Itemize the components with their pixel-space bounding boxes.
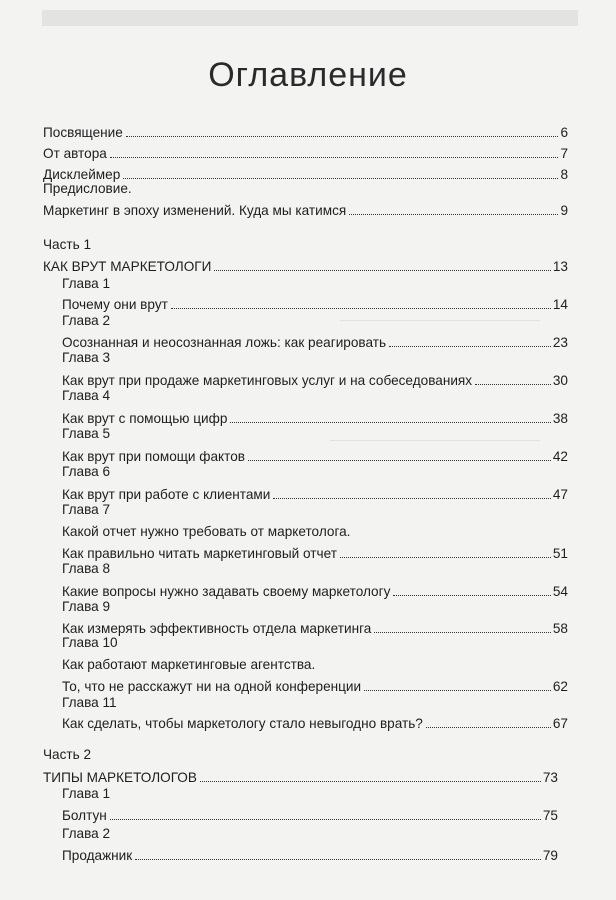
chapter-title: Болтун <box>62 808 107 823</box>
leader-dots <box>475 384 551 385</box>
chapter-label: Глава 5 <box>62 426 111 441</box>
leader-dots <box>389 346 551 347</box>
chapter-label: Глава 9 <box>62 599 111 614</box>
leader-dots <box>214 270 550 271</box>
chapter-title: Почему они врут <box>62 297 168 312</box>
toc-page-number: 14 <box>552 297 568 312</box>
toc-entry[interactable] <box>62 715 568 733</box>
toc-page-number: 42 <box>552 449 568 464</box>
leader-dots <box>135 859 541 860</box>
toc-entry-title: От автора <box>43 146 107 161</box>
toc-page-number: 51 <box>552 546 568 561</box>
part-title: КАК ВРУТ МАРКЕТОЛОГИ <box>43 259 212 274</box>
chapter-label: Глава 11 <box>62 695 117 710</box>
toc-page-number: 67 <box>552 716 568 731</box>
toc-entry[interactable] <box>62 620 568 638</box>
toc-entry-title: Посвящение <box>43 125 123 140</box>
toc-page-number: 73 <box>542 770 558 785</box>
leader-dots <box>230 422 550 423</box>
toc-page-number: 79 <box>542 848 558 863</box>
chapter-title: Как врут с помощью цифр <box>62 411 228 426</box>
leader-dots <box>273 498 551 499</box>
chapter-label: Глава 3 <box>62 350 111 365</box>
chapter-label: Глава 1 <box>62 786 111 801</box>
leader-dots <box>426 727 551 728</box>
toc-page-number: 58 <box>552 621 568 636</box>
toc-page-number: 30 <box>552 373 568 388</box>
toc-entry[interactable] <box>62 372 568 390</box>
part-label: Часть 2 <box>43 747 92 762</box>
leader-dots <box>110 819 541 820</box>
part-title: ТИПЫ МАРКЕТОЛОГОВ <box>43 770 197 785</box>
leader-dots <box>349 214 558 215</box>
chapter-title: Осознанная и неосознанная ложь: как реагировать <box>62 335 387 350</box>
chapter-title: Как врут при помощи фактов <box>62 449 246 464</box>
leader-dots <box>123 178 558 179</box>
chapter-title: Как сделать, чтобы маркетологу стало невыгодно врать? <box>62 716 423 731</box>
leader-dots <box>393 595 551 596</box>
chapter-label: Глава 4 <box>62 388 111 403</box>
leader-dots <box>340 557 551 558</box>
toc-page-number: 38 <box>552 411 568 426</box>
toc-entry[interactable] <box>62 545 568 563</box>
chapter-label: Глава 2 <box>62 313 111 328</box>
toc-entry-title: Маркетинг в эпоху изменений. Куда мы катимся <box>43 203 347 218</box>
chapter-label: Глава 7 <box>62 502 111 517</box>
toc-entry[interactable] <box>43 145 568 163</box>
chapter-title: Как работают маркетинговые агентства. <box>62 657 316 672</box>
leader-dots <box>200 781 541 782</box>
leader-dots <box>126 136 559 137</box>
chapter-label: Глава 2 <box>62 826 111 841</box>
toc-page-number: 13 <box>552 259 568 274</box>
toc-page-number: 9 <box>560 203 568 218</box>
toc-entry[interactable] <box>62 678 568 696</box>
toc-entry[interactable] <box>62 847 558 865</box>
leader-dots <box>171 308 551 309</box>
part-title-entry[interactable] <box>43 258 568 276</box>
toc-page-number: 62 <box>552 679 568 694</box>
toc-entry[interactable] <box>62 410 568 428</box>
chapter-title: Какой отчет нужно требовать от маркетолога. <box>62 524 351 539</box>
chapter-title: Как измерять эффективность отдела маркетинга <box>62 621 372 636</box>
toc-entry[interactable] <box>62 448 568 466</box>
toc-page-number: 6 <box>560 125 568 140</box>
toc-entry[interactable] <box>43 124 568 142</box>
chapter-title: Продажник <box>62 848 133 863</box>
leader-dots <box>110 157 559 158</box>
part-label: Часть 1 <box>43 237 92 252</box>
toc-page-number: 47 <box>552 487 568 502</box>
toc-entry[interactable] <box>62 486 568 504</box>
toc-entry-title: Предисловие. <box>43 181 132 196</box>
leader-dots <box>364 690 551 691</box>
chapter-title: Какие вопросы нужно задавать своему маркетологу <box>62 584 391 599</box>
toc-entry[interactable] <box>62 583 568 601</box>
chapter-label: Глава 8 <box>62 561 111 576</box>
part-title-entry[interactable] <box>43 769 558 787</box>
chapter-label: Глава 6 <box>62 464 111 479</box>
toc-entry[interactable] <box>62 334 568 352</box>
toc-entry[interactable] <box>62 296 568 314</box>
chapter-title: Как правильно читать маркетинговый отчет <box>62 546 337 561</box>
toc-entry[interactable] <box>62 807 558 825</box>
toc-page-number: 23 <box>552 335 568 350</box>
toc-page-number: 54 <box>552 584 568 599</box>
chapter-label: Глава 10 <box>62 635 118 650</box>
chapter-title: Как врут при продаже маркетинговых услуг и на собеседованиях <box>62 373 473 388</box>
chapter-title: Как врут при работе с клиентами <box>62 487 271 502</box>
toc-entry[interactable] <box>43 202 568 220</box>
leader-dots <box>374 632 551 633</box>
toc-page-number: 75 <box>542 808 558 823</box>
toc-entry-title: Дисклеймер <box>43 167 121 182</box>
leader-dots <box>248 460 551 461</box>
chapter-label: Глава 1 <box>62 276 111 291</box>
page-title: Оглавление <box>208 56 408 94</box>
chapter-title: То, что не расскажут ни на одной конференции <box>62 679 362 694</box>
toc-page-number: 8 <box>560 167 568 182</box>
toc-page-number: 7 <box>560 146 568 161</box>
